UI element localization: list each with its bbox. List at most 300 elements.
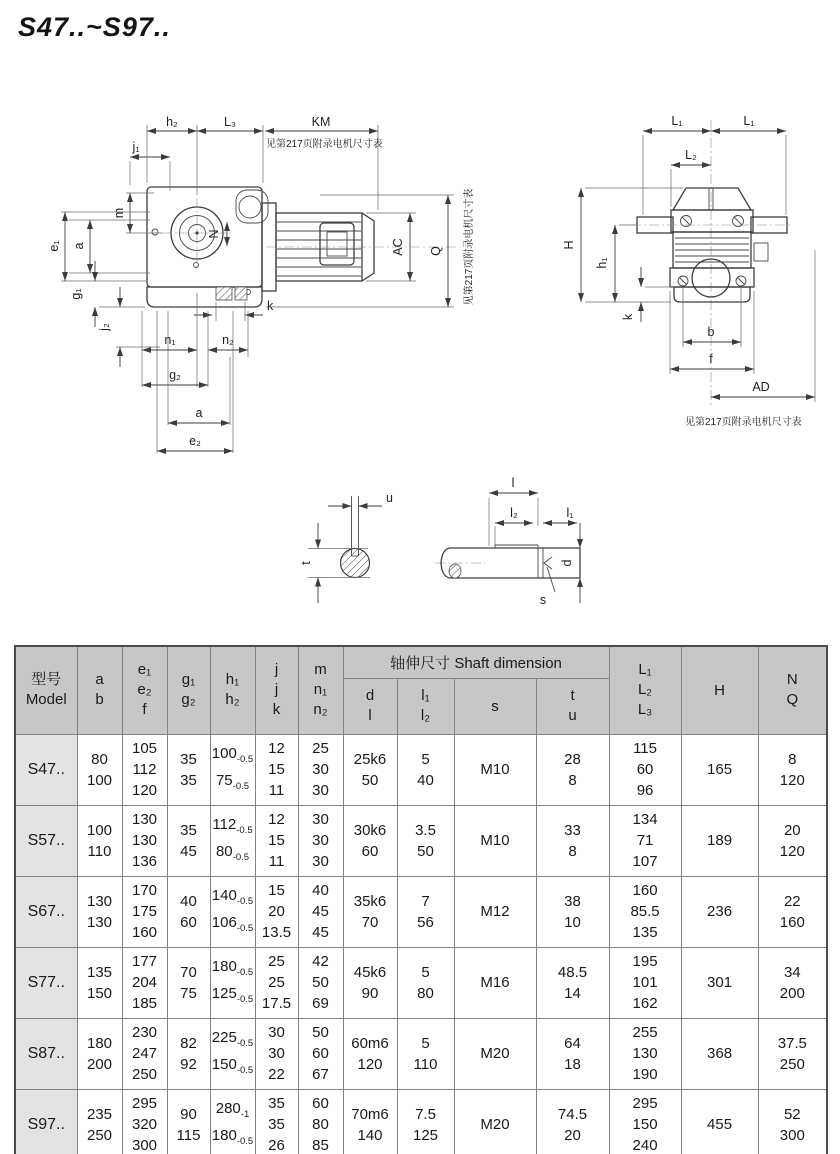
- header-s: s: [454, 678, 536, 734]
- h-tolerance: -0.5: [236, 753, 254, 765]
- dim-label-L1-left: L₁: [671, 114, 683, 128]
- h-value: 280: [215, 1099, 241, 1117]
- header-NQ: [758, 646, 827, 734]
- cell-line: 247: [131, 1045, 158, 1062]
- cell-ef: [122, 1089, 167, 1154]
- dim-label-j2: j₂: [97, 323, 111, 331]
- header-Q: Q: [786, 691, 799, 709]
- cell-line: 150: [632, 1116, 658, 1133]
- cell-jk: [255, 1018, 298, 1089]
- h-tolerance: -0.5: [236, 824, 253, 836]
- model-cell: S77..: [15, 947, 77, 1018]
- cell-line: 170: [131, 882, 158, 899]
- h-tolerance: -0.5: [236, 1064, 254, 1076]
- h-tolerance: -0.5: [236, 966, 254, 978]
- cell-line: 60: [312, 1095, 329, 1112]
- header-dl: [343, 678, 397, 734]
- header-g1: g₁: [181, 671, 196, 689]
- cell-line: 8: [568, 771, 577, 789]
- cell-line: 20: [268, 903, 285, 920]
- cell-mn: [298, 734, 343, 805]
- dim-label-b: b: [707, 325, 715, 339]
- cell-line: 8: [568, 842, 577, 860]
- cell-line: 52: [783, 1105, 801, 1123]
- cell-h: [210, 1089, 255, 1154]
- header-n1: n₁: [313, 681, 328, 699]
- cell-line: [211, 841, 255, 868]
- cell-l12: [397, 947, 454, 1018]
- cell-tu: [536, 947, 609, 1018]
- side-view-drawing: [20, 95, 490, 460]
- cell-line: 69: [312, 995, 329, 1012]
- h-tolerance: -0.5: [236, 895, 254, 907]
- cell-ef: [122, 1018, 167, 1089]
- cell-jk: [255, 805, 298, 876]
- cell-line: 130: [131, 811, 158, 828]
- cell-line: 25k6: [353, 750, 387, 768]
- cell-line: 45: [312, 924, 329, 941]
- h-value: 150: [211, 1055, 237, 1073]
- cell-jk: [255, 1089, 298, 1154]
- cell-line: 130: [632, 1045, 658, 1062]
- cell-line: 320: [131, 1116, 158, 1133]
- header-L: [609, 646, 681, 734]
- cell-line: 300: [779, 1126, 805, 1144]
- cell-line: 75: [180, 984, 197, 1002]
- header-H: H: [681, 646, 758, 734]
- cell-line: 30: [312, 811, 329, 828]
- cell-line: 60: [180, 913, 197, 931]
- cell-line: 11: [268, 782, 285, 799]
- cell-line: 25: [268, 974, 285, 991]
- cell-h: [210, 1018, 255, 1089]
- cell-line: 195: [632, 953, 658, 970]
- cell-g: [167, 1018, 210, 1089]
- cell-line: 120: [779, 771, 805, 789]
- cell-line: 22: [783, 892, 801, 910]
- cell-H: 189: [681, 805, 758, 876]
- model-cell: S97..: [15, 1089, 77, 1154]
- cell-line: 230: [131, 1024, 158, 1041]
- cell-line: 56: [417, 913, 434, 931]
- cell-line: 8: [788, 750, 797, 768]
- cell-tu: [536, 876, 609, 947]
- header-g2: g₂: [181, 691, 196, 709]
- cell-line: 14: [564, 984, 581, 1002]
- cell-line: 135: [86, 963, 113, 981]
- h-tolerance: -0.5: [232, 851, 250, 863]
- cell-line: 30: [312, 782, 329, 799]
- cell-line: 50: [361, 771, 379, 789]
- cell-mn: [298, 947, 343, 1018]
- cell-H: 165: [681, 734, 758, 805]
- cell-line: 3.5: [415, 821, 436, 839]
- cell-line: 70: [180, 963, 197, 981]
- cell-mn: [298, 1089, 343, 1154]
- dim-label-j1: j₁: [132, 140, 140, 154]
- cell-line: 45: [312, 903, 329, 920]
- cell-line: 35: [268, 1116, 285, 1133]
- header-model-en: Model: [25, 691, 67, 709]
- cell-line: 295: [131, 1095, 158, 1112]
- cell-h: [210, 734, 255, 805]
- cell-mn: [298, 1018, 343, 1089]
- cell-line: 5: [421, 1034, 430, 1052]
- dim-label-n1: n₁: [164, 333, 176, 347]
- cell-NQ: [758, 1089, 827, 1154]
- cell-line: 101: [632, 974, 658, 991]
- cell-line: [211, 814, 255, 841]
- cell-dl: [343, 876, 397, 947]
- cell-ef: [122, 947, 167, 1018]
- h-tolerance: -1: [240, 1108, 250, 1120]
- cell-line: 50: [312, 974, 329, 991]
- dim-label-l1: l₁: [566, 506, 574, 520]
- dim-label-d: d: [560, 559, 574, 567]
- cell-L: [609, 1089, 681, 1154]
- cell-jk: [255, 947, 298, 1018]
- header-h: [210, 646, 255, 734]
- cell-L: [609, 947, 681, 1018]
- cell-line: 160: [779, 913, 805, 931]
- cell-line: 5: [421, 750, 430, 768]
- cell-line: 177: [131, 953, 158, 970]
- cell-line: 140: [357, 1126, 383, 1144]
- cell-l12: [397, 734, 454, 805]
- cell-line: 34: [783, 963, 801, 981]
- header-l: l: [368, 707, 372, 724]
- header-n2: n₂: [313, 701, 328, 719]
- cell-line: 80: [417, 984, 434, 1002]
- header-shaft-group: 轴伸尺寸 Shaft dimension: [343, 646, 609, 678]
- cell-line: 12: [268, 740, 285, 757]
- cell-line: 90: [361, 984, 379, 1002]
- model-cell: S87..: [15, 1018, 77, 1089]
- header-j-a: j: [274, 661, 279, 679]
- cell-mn: [298, 805, 343, 876]
- side-view-dimensions: [47, 115, 475, 453]
- cell-line: 35: [180, 750, 197, 768]
- cell-line: 100: [86, 821, 113, 839]
- cell-line: 250: [86, 1126, 113, 1144]
- cell-line: 135: [632, 924, 658, 941]
- cell-line: [211, 983, 255, 1010]
- cell-line: 7.5: [415, 1105, 436, 1123]
- cell-line: 30: [268, 1045, 285, 1062]
- cell-L: [609, 805, 681, 876]
- header-h1: h₁: [225, 671, 240, 689]
- dim-label-a-left: a: [72, 242, 86, 250]
- cell-line: 85: [312, 1137, 329, 1154]
- cell-h: [210, 947, 255, 1018]
- cell-line: 30: [312, 761, 329, 778]
- dim-label-Q: Q: [429, 246, 443, 256]
- cell-line: [211, 1125, 255, 1152]
- shaft-end-dimensions: [489, 476, 580, 607]
- motor-note-side-vertical: 见第217页附录电机尺寸表: [464, 188, 475, 306]
- dim-label-a-bottom: a: [195, 406, 203, 420]
- model-cell: S67..: [15, 876, 77, 947]
- table-row-s67: [15, 876, 827, 947]
- cell-line: 112: [132, 761, 157, 778]
- cell-tu: [536, 1089, 609, 1154]
- header-l1: l₁: [421, 687, 430, 704]
- dim-label-l: l: [511, 476, 515, 490]
- header-b: b: [95, 691, 104, 709]
- h-value: 112: [212, 815, 237, 833]
- cell-dl: [343, 1089, 397, 1154]
- motor-note-front: 见第217页附录电机尺寸表: [685, 417, 802, 428]
- dimension-table: [14, 645, 828, 1154]
- cell-line: 250: [131, 1066, 158, 1083]
- cell-line: 110: [87, 842, 112, 860]
- header-f: f: [142, 701, 147, 719]
- header-model-cn: 型号: [31, 671, 62, 689]
- h-value: 180: [211, 1126, 237, 1144]
- cell-l12: [397, 805, 454, 876]
- cell-NQ: [758, 1018, 827, 1089]
- cell-line: 100: [86, 771, 113, 789]
- cell-g: [167, 805, 210, 876]
- dim-label-k-side: k: [267, 299, 274, 313]
- cell-line: 175: [131, 903, 158, 920]
- dim-label-N: N: [207, 229, 221, 239]
- cell-line: 45: [180, 842, 197, 860]
- cell-line: 17.5: [261, 995, 292, 1012]
- table-header: [15, 646, 827, 734]
- h-value: 125: [211, 984, 237, 1002]
- cell-line: 85.5: [630, 903, 660, 920]
- cell-line: 20: [783, 821, 801, 839]
- cell-line: 160: [632, 882, 658, 899]
- h-tolerance: -0.5: [232, 780, 250, 792]
- h-tolerance: -0.5: [236, 922, 254, 934]
- shaft-end-outline: [435, 545, 580, 592]
- cell-line: 240: [632, 1137, 658, 1154]
- cell-g: [167, 1089, 210, 1154]
- cell-s: M10: [454, 734, 536, 805]
- cell-line: 25: [268, 953, 285, 970]
- dim-label-g2: g₂: [169, 368, 181, 382]
- cell-line: 70m6: [351, 1105, 389, 1123]
- dim-label-e1: e₁: [47, 240, 61, 252]
- front-view-dimensions: [562, 114, 815, 428]
- cell-line: 22: [268, 1066, 285, 1083]
- cell-line: 136: [131, 853, 158, 870]
- dim-label-f: f: [709, 352, 713, 366]
- cell-line: 10: [564, 913, 581, 931]
- cell-mn: [298, 876, 343, 947]
- cell-line: 162: [632, 995, 658, 1012]
- cell-line: [211, 743, 255, 770]
- h-tolerance: -0.5: [236, 993, 254, 1005]
- cell-line: 74.5: [557, 1105, 588, 1123]
- header-l12: [397, 678, 454, 734]
- h-tolerance: -0.5: [236, 1135, 254, 1147]
- cell-dl: [343, 947, 397, 1018]
- cell-line: 200: [779, 984, 805, 1002]
- cell-s: M16: [454, 947, 536, 1018]
- h-value: 100: [211, 744, 237, 762]
- cell-line: 7: [421, 892, 430, 910]
- dim-label-k-front: k: [621, 313, 635, 321]
- cell-s: M12: [454, 876, 536, 947]
- cell-line: 120: [131, 782, 158, 799]
- cell-NQ: [758, 805, 827, 876]
- cell-line: 60: [636, 761, 654, 778]
- cell-line: 110: [413, 1055, 438, 1073]
- dim-label-L1-right: L₁: [743, 114, 755, 128]
- cell-line: 235: [86, 1105, 113, 1123]
- cell-line: 20: [564, 1126, 581, 1144]
- cell-line: 5: [421, 963, 430, 981]
- cell-line: 105: [131, 740, 158, 757]
- cell-line: 30: [268, 1024, 285, 1041]
- motor-note-top: 见第217页附录电机尺寸表: [266, 139, 383, 150]
- page-title: S47..~S97..: [18, 12, 171, 42]
- cell-line: 35: [180, 821, 197, 839]
- header-e1: e₁: [137, 661, 152, 679]
- table-row-s57: [15, 805, 827, 876]
- header-a: a: [95, 671, 104, 689]
- cell-s: M10: [454, 805, 536, 876]
- shaft-end-drawing: [425, 468, 610, 628]
- cell-ab: [77, 1018, 122, 1089]
- shaft-section-drawing: [290, 468, 420, 628]
- cell-line: 26: [268, 1137, 285, 1154]
- cell-l12: [397, 1089, 454, 1154]
- header-jk: [255, 646, 298, 734]
- cell-line: 125: [412, 1126, 439, 1144]
- cell-line: 35: [268, 1095, 285, 1112]
- dim-label-n2: n₂: [222, 333, 234, 347]
- cell-line: 33: [564, 821, 581, 839]
- cell-dl: [343, 1018, 397, 1089]
- h-value: 75: [215, 771, 233, 789]
- cell-ef: [122, 734, 167, 805]
- header-e2: e₂: [137, 681, 152, 699]
- cell-line: 30: [312, 853, 329, 870]
- cell-line: 134: [632, 811, 658, 828]
- cell-g: [167, 947, 210, 1018]
- cell-g: [167, 734, 210, 805]
- table-row-s97: [15, 1089, 827, 1154]
- cell-line: 28: [564, 750, 581, 768]
- cell-line: 115: [633, 740, 657, 757]
- cell-ab: [77, 805, 122, 876]
- dim-label-KM: KM: [311, 115, 331, 129]
- cell-line: 295: [632, 1095, 658, 1112]
- header-l2: l₂: [420, 707, 431, 724]
- h-value: 106: [211, 913, 237, 931]
- h-value: 180: [211, 957, 237, 975]
- header-h2: h₂: [225, 691, 240, 709]
- dim-label-e2: e₂: [189, 434, 201, 448]
- header-u: u: [568, 707, 577, 724]
- cell-NQ: [758, 947, 827, 1018]
- model-cell: S57..: [15, 805, 77, 876]
- dim-label-g1: g₁: [69, 288, 83, 300]
- cell-line: [211, 956, 255, 983]
- cell-line: 120: [779, 842, 805, 860]
- header-k: k: [272, 701, 281, 719]
- cell-line: 13.5: [261, 924, 292, 941]
- cell-l12: [397, 1018, 454, 1089]
- gearbox-motor-outline: [147, 187, 460, 307]
- cell-line: 15: [268, 761, 285, 778]
- cell-line: 96: [636, 782, 654, 799]
- cell-line: 40: [417, 771, 434, 789]
- cell-line: 82: [180, 1034, 197, 1052]
- header-L1: L₁: [638, 661, 652, 679]
- cell-tu: [536, 805, 609, 876]
- cell-H: 236: [681, 876, 758, 947]
- cell-line: 50: [417, 842, 434, 860]
- cell-NQ: [758, 734, 827, 805]
- cell-L: [609, 1018, 681, 1089]
- cell-line: 71: [636, 832, 654, 849]
- cell-line: [211, 1098, 255, 1125]
- cell-line: 160: [131, 924, 158, 941]
- cell-line: 300: [131, 1137, 158, 1154]
- cell-NQ: [758, 876, 827, 947]
- cell-line: [211, 1054, 255, 1081]
- cell-s: M20: [454, 1089, 536, 1154]
- cell-L: [609, 734, 681, 805]
- cell-ab: [77, 947, 122, 1018]
- dim-label-L2: L₂: [685, 148, 697, 162]
- cell-H: 301: [681, 947, 758, 1018]
- header-t: t: [570, 687, 575, 704]
- header-d: d: [365, 687, 375, 704]
- header-mn: [298, 646, 343, 734]
- cell-g: [167, 876, 210, 947]
- header-N: N: [786, 671, 798, 689]
- shaft-section-dimensions: [299, 491, 393, 603]
- cell-line: 115: [176, 1126, 201, 1144]
- cell-line: 45k6: [353, 963, 387, 981]
- cell-line: 255: [632, 1024, 658, 1041]
- cell-line: [211, 770, 255, 797]
- cell-line: 50: [312, 1024, 329, 1041]
- cell-tu: [536, 1018, 609, 1089]
- cell-line: 70: [361, 913, 379, 931]
- cell-line: 130: [131, 832, 158, 849]
- cell-line: 18: [564, 1055, 581, 1073]
- cell-s: M20: [454, 1018, 536, 1089]
- cell-line: 130: [86, 892, 113, 910]
- dim-label-l2: l₂: [510, 506, 518, 520]
- dim-label-t: t: [299, 561, 313, 565]
- cell-line: 80: [312, 1116, 329, 1133]
- header-g: [167, 646, 210, 734]
- cell-line: 185: [131, 995, 158, 1012]
- cell-line: 150: [86, 984, 113, 1002]
- cell-line: 180: [86, 1034, 113, 1052]
- cell-line: [211, 912, 255, 939]
- cell-line: 200: [86, 1055, 113, 1073]
- shaft-section-outline: [308, 496, 370, 578]
- cell-line: 107: [632, 853, 658, 870]
- cell-line: 25: [312, 740, 329, 757]
- header-m: m: [314, 661, 327, 679]
- cell-ab: [77, 734, 122, 805]
- cell-line: 130: [86, 913, 113, 931]
- dim-label-u: u: [386, 491, 393, 505]
- cell-jk: [255, 734, 298, 805]
- dim-label-h2: h₂: [166, 115, 178, 129]
- header-j-b: j: [274, 681, 279, 699]
